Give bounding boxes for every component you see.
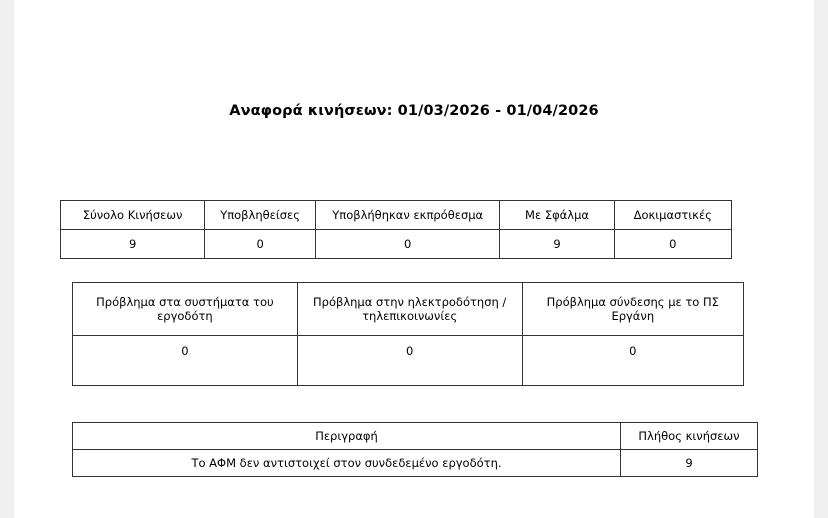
description-row-count: 9	[621, 450, 758, 477]
summary-header-total: Σύνολο Κινήσεων	[61, 201, 205, 230]
table-row	[61, 230, 732, 259]
problems-value-employer-systems: 0	[73, 336, 298, 386]
summary-value-test: 0	[614, 230, 731, 259]
problems-value-ergani-connection: 0	[522, 336, 743, 386]
table-row	[61, 201, 732, 230]
page-title: Αναφορά κινήσεων: 01/03/2026 - 01/04/2026	[229, 103, 599, 119]
table-row	[73, 336, 744, 386]
summary-header-test: Δοκιμαστικές	[614, 201, 731, 230]
document-page	[14, 0, 814, 518]
problems-value-power-telecom: 0	[297, 336, 522, 386]
problems-header-employer-systems: Πρόβλημα στα συστήματα του εργοδότη	[73, 283, 298, 336]
summary-table	[60, 200, 732, 259]
summary-value-submitted: 0	[205, 230, 316, 259]
summary-value-total: 9	[61, 230, 205, 259]
summary-value-late: 0	[315, 230, 500, 259]
problems-table	[72, 282, 744, 386]
summary-header-submitted: Υποβληθείσες	[205, 201, 316, 230]
description-header-text: Περιγραφή	[73, 423, 621, 450]
description-header-count: Πλήθος κινήσεων	[621, 423, 758, 450]
summary-header-error: Με Σφάλμα	[500, 201, 614, 230]
table-row	[73, 423, 758, 450]
table-row	[73, 450, 758, 477]
problems-header-ergani-connection: Πρόβλημα σύνδεσης με το ΠΣ Εργάνη	[522, 283, 743, 336]
problems-header-power-telecom: Πρόβλημα στην ηλεκτροδότηση / τηλεπικοινωνίες	[297, 283, 522, 336]
summary-value-error: 9	[500, 230, 614, 259]
description-row-text: Το ΑΦΜ δεν αντιστοιχεί στον συνδεδεμένο εργοδότη.	[73, 450, 621, 477]
description-table	[72, 422, 758, 477]
summary-header-late: Υποβλήθηκαν εκπρόθεσμα	[315, 201, 500, 230]
table-row	[73, 283, 744, 336]
